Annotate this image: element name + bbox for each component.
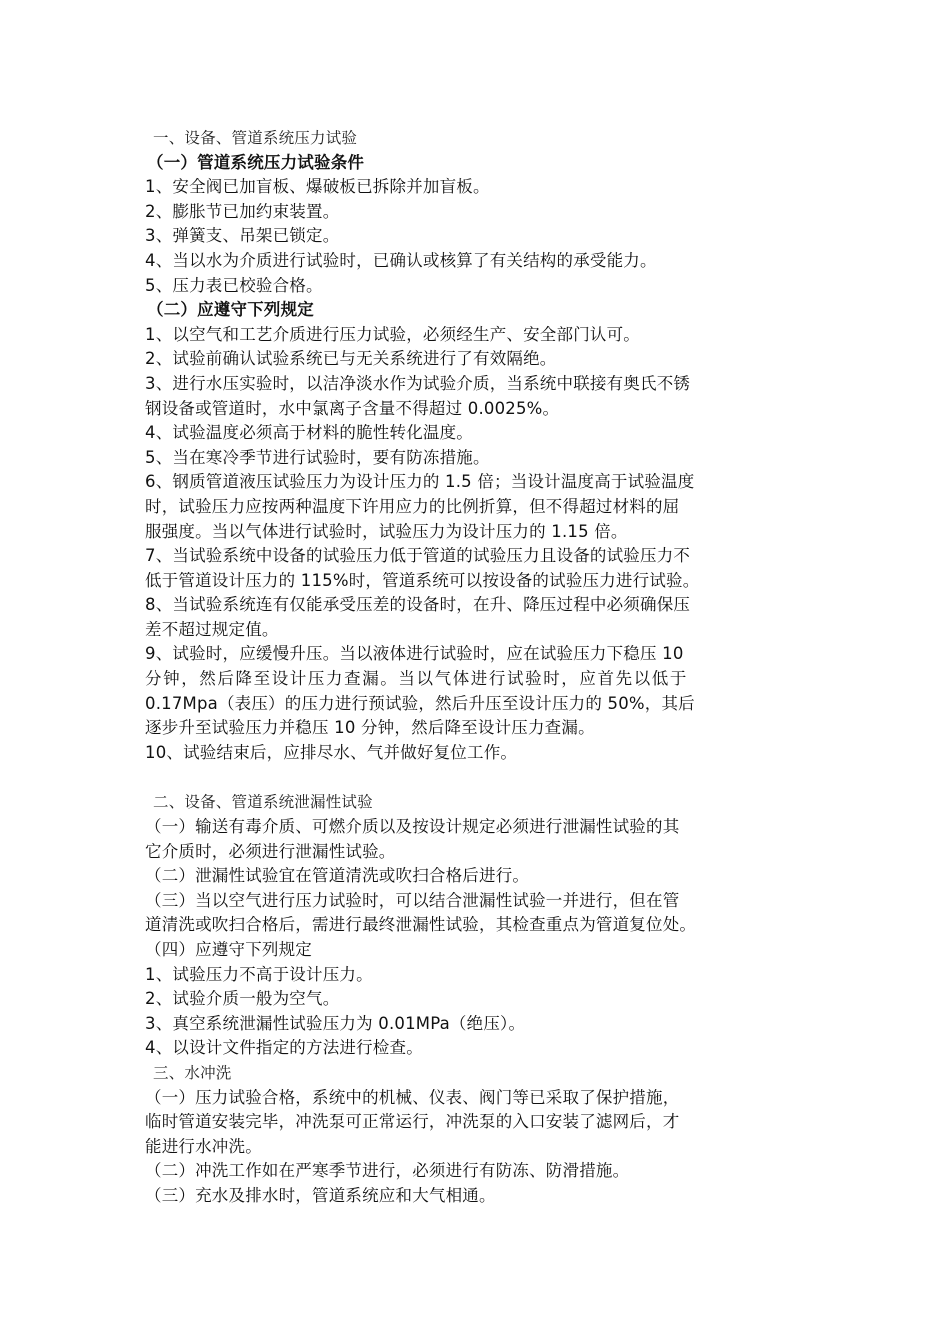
paragraph-line: 分钟，然后降至设计压力查漏。当以气体进行试验时，应首先以低于 bbox=[145, 669, 688, 689]
paragraph-line: 2、试验介质一般为空气。 bbox=[145, 989, 340, 1009]
paragraph-line: （三）当以空气进行压力试验时，可以结合泄漏性试验一并进行，但在管 bbox=[145, 890, 680, 910]
paragraph-line: （四）应遵守下列规定 bbox=[145, 940, 312, 959]
paragraph-line: 2、试验前确认试验系统已与无关系统进行了有效隔绝。 bbox=[145, 349, 557, 369]
section-1-title: 一、设备、管道系统压力试验 bbox=[153, 129, 358, 147]
paragraph-line: 4、以设计文件指定的方法进行检查。 bbox=[145, 1038, 423, 1058]
paragraph-line: 低于管道设计压力的 115%时，管道系统可以按设备的试验压力进行试验。 bbox=[145, 570, 700, 590]
paragraph-line: 10、试验结束后，应排尽水、气并做好复位工作。 bbox=[145, 742, 518, 762]
section-3-title: 三、水冲洗 bbox=[153, 1063, 232, 1082]
paragraph-line: （三）充水及排水时，管道系统应和大气相通。 bbox=[145, 1185, 496, 1205]
paragraph-line: 0.17Mpa（表压）的压力进行预试验，然后升压至设计压力的 50%，其后 bbox=[145, 693, 695, 713]
paragraph-line: 4、当以水为介质进行试验时，已确认或核算了有关结构的承受能力。 bbox=[145, 250, 657, 270]
paragraph-line: 5、当在寒冷季节进行试验时，要有防冻措施。 bbox=[145, 447, 490, 467]
paragraph-line: （二）冲洗工作如在严寒季节进行，必须进行有防冻、防滑措施。 bbox=[145, 1161, 630, 1181]
paragraph-line: 差不超过规定值。 bbox=[145, 619, 279, 639]
paragraph-line: （一）输送有毒介质、可燃介质以及按设计规定必须进行泄漏性试验的其 bbox=[145, 817, 680, 837]
paragraph-line: 服强度。当以气体进行试验时，试验压力为设计压力的 1.15 倍。 bbox=[145, 521, 628, 541]
paragraph-line: 3、进行水压实验时，以洁净淡水作为试验介质，当系统中联接有奥氏不锈 bbox=[145, 373, 691, 393]
paragraph-line: 1、试验压力不高于设计压力。 bbox=[145, 964, 373, 984]
paragraph-line: 3、真空系统泄漏性试验压力为 0.01MPa（绝压）。 bbox=[145, 1013, 526, 1033]
section-1-sub-2-title: （二）应遵守下列规定 bbox=[147, 300, 314, 320]
paragraph-line: 2、膨胀节已加约束装置。 bbox=[145, 201, 340, 221]
document-body bbox=[145, 126, 810, 1209]
paragraph-line: 临时管道安装完毕，冲洗泵可正常运行，冲洗泵的入口安装了滤网后，才 bbox=[145, 1112, 680, 1132]
section-2-title: 二、设备、管道系统泄漏性试验 bbox=[153, 793, 373, 812]
paragraph-line: 逐步升至试验压力并稳压 10 分钟，然后降至设计压力查漏。 bbox=[145, 718, 595, 738]
paragraph-line: （二）泄漏性试验宜在管道清洗或吹扫合格后进行。 bbox=[145, 866, 530, 886]
section-spacer bbox=[145, 765, 810, 790]
paragraph-line: 1、安全阀已加盲板、爆破板已拆除并加盲板。 bbox=[145, 177, 490, 197]
paragraph-line: 能进行水冲洗。 bbox=[145, 1136, 262, 1156]
paragraph-line: 钢设备或管道时，水中氯离子含量不得超过 0.0025%。 bbox=[145, 398, 560, 418]
section-1-sub-1-title: （一）管道系统压力试验条件 bbox=[147, 152, 365, 172]
paragraph-line: 5、压力表已校验合格。 bbox=[145, 275, 323, 295]
paragraph-line: 8、当试验系统连有仅能承受压差的设备时，在升、降压过程中必须确保压 bbox=[145, 595, 691, 615]
paragraph-line: 9、试验时，应缓慢升压。当以液体进行试验时，应在试验压力下稳压 10 bbox=[145, 644, 684, 664]
paragraph-line: 1、以空气和工艺介质进行压力试验，必须经生产、安全部门认可。 bbox=[145, 324, 640, 344]
paragraph-line: 4、试验温度必须高于材料的脆性转化温度。 bbox=[145, 423, 473, 443]
paragraph-line: 时，试验压力应按两种温度下许用应力的比例折算，但不得超过材料的屈 bbox=[145, 496, 680, 516]
paragraph-line: 6、钢质管道液压试验压力为设计压力的 1.5 倍；当设计温度高于试验温度 bbox=[145, 472, 695, 492]
paragraph-line: 它介质时，必须进行泄漏性试验。 bbox=[145, 841, 396, 861]
paragraph-line: （一）压力试验合格，系统中的机械、仪表、阀门等已采取了保护措施， bbox=[145, 1087, 680, 1107]
paragraph-line: 道清洗或吹扫合格后，需进行最终泄漏性试验，其检查重点为管道复位处。 bbox=[145, 915, 697, 935]
paragraph-line: 3、弹簧支、吊架已锁定。 bbox=[145, 226, 340, 246]
paragraph-line: 7、当试验系统中设备的试验压力低于管道的试验压力且设备的试验压力不 bbox=[145, 546, 691, 566]
